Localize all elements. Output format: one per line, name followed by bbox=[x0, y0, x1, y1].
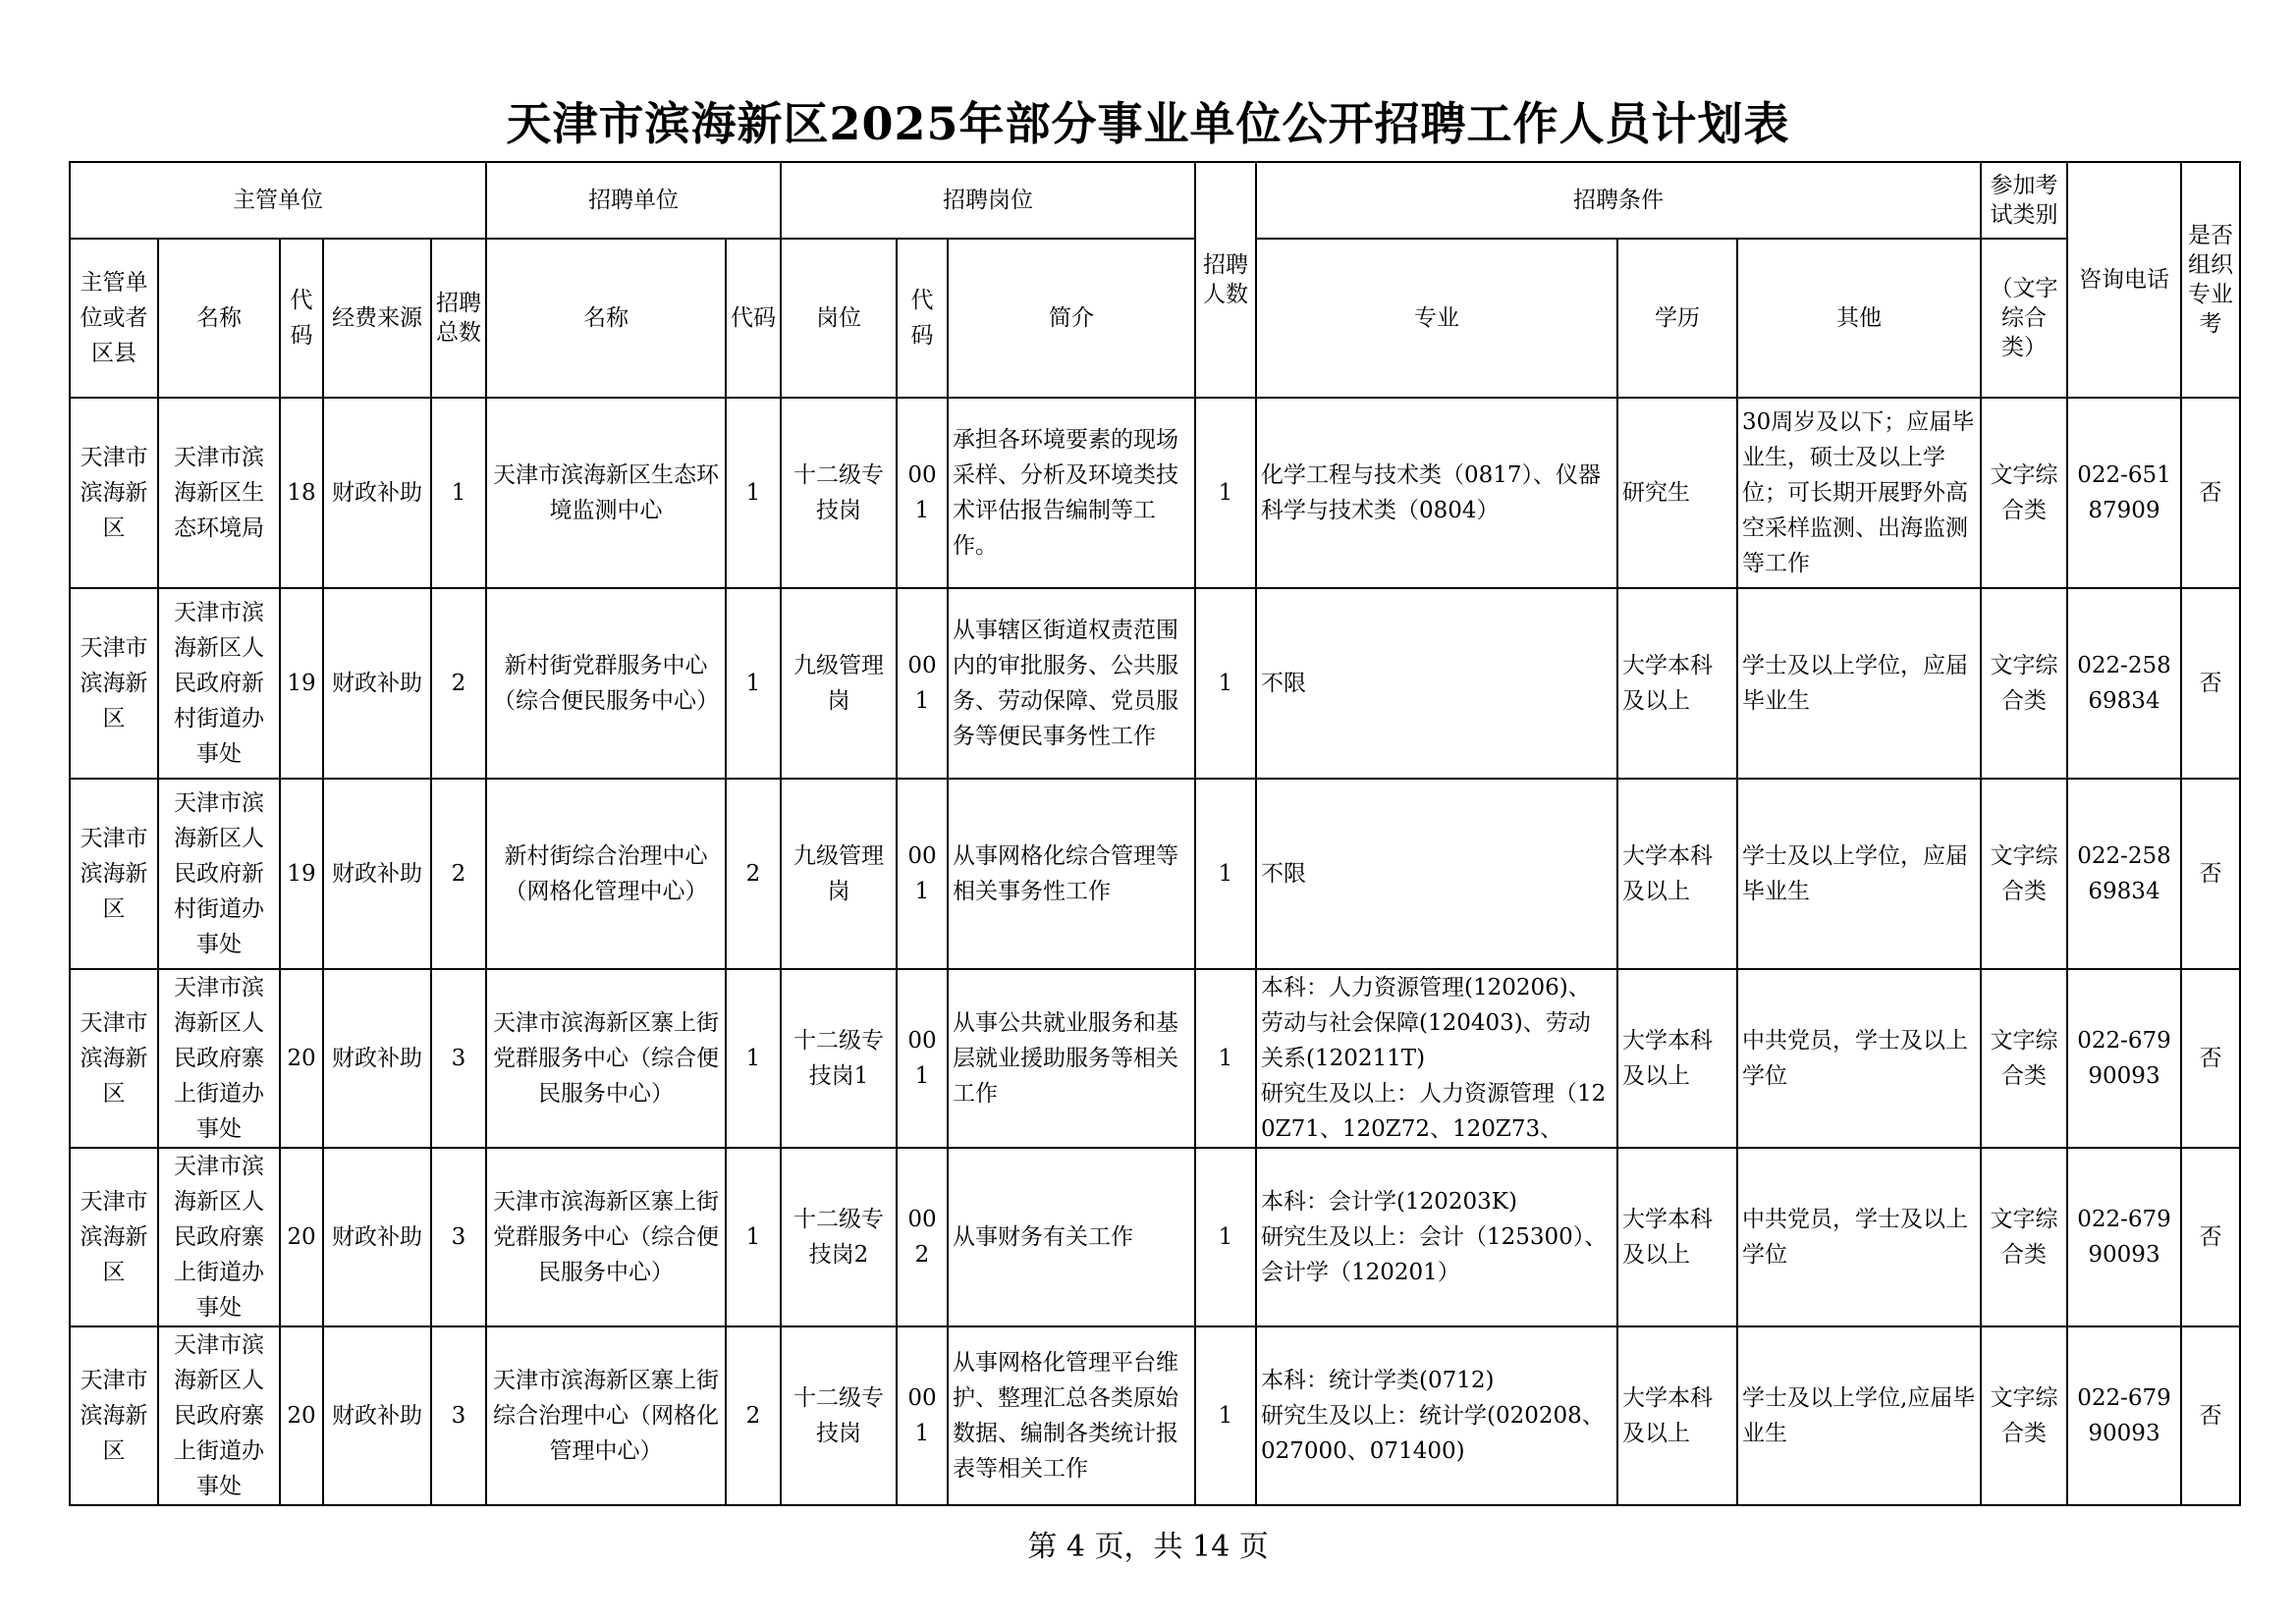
cell-supervisor-code-text: 19 bbox=[287, 671, 316, 696]
cell-total-text: 3 bbox=[451, 1403, 466, 1429]
cell-funding-text: 财政补助 bbox=[332, 480, 422, 506]
cell-funding bbox=[323, 779, 431, 969]
cell-unit-name bbox=[486, 1148, 726, 1326]
cell-education-text: 研究生 bbox=[1622, 480, 1690, 506]
cell-count-text: 1 bbox=[1218, 671, 1233, 696]
cell-unit-name-text: 新村街综合治理中心（网格化管理中心） bbox=[504, 843, 708, 904]
cell-unit-name-text: 天津市滨海新区寨上街党群服务中心（综合便民服务中心） bbox=[493, 1189, 719, 1285]
cell-total bbox=[431, 588, 486, 779]
cell-unit-code-text: 1 bbox=[745, 671, 761, 696]
cell-exam-text: 文字综合类 bbox=[1990, 1028, 2058, 1089]
header-conditions-group: 招聘条件 bbox=[1256, 162, 1981, 239]
cell-count-text: 1 bbox=[1218, 861, 1233, 887]
cell-exam bbox=[1981, 1326, 2067, 1505]
cell-funding-text: 财政补助 bbox=[332, 861, 422, 887]
cell-total-text: 1 bbox=[451, 480, 466, 506]
cell-other bbox=[1737, 588, 1981, 779]
cell-exam-text: 文字综合类 bbox=[1990, 1385, 2058, 1446]
header-funding-source: 经费来源 bbox=[323, 239, 431, 398]
cell-supervisor-code-text: 20 bbox=[287, 1403, 316, 1429]
cell-unit-code bbox=[726, 398, 781, 588]
cell-position-code bbox=[897, 1326, 948, 1505]
cell-funding bbox=[323, 1148, 431, 1326]
cell-other-text: 学士及以上学位，应届毕业生 bbox=[1742, 843, 1968, 904]
cell-education-text: 大学本科及以上 bbox=[1622, 843, 1713, 904]
header-supervisor-name: 名称 bbox=[158, 239, 280, 398]
cell-phone-text: 022-65187909 bbox=[2077, 462, 2171, 523]
cell-funding bbox=[323, 588, 431, 779]
cell-total-text: 3 bbox=[451, 1046, 466, 1071]
cell-other-text: 中共党员，学士及以上学位 bbox=[1742, 1028, 1968, 1089]
header-exam-category-sub: （文字综合类） bbox=[1981, 239, 2067, 398]
cell-test bbox=[2181, 779, 2240, 969]
cell-description-text: 承担各环境要素的现场采样、分析及环境类技术评估报告编制等工作。 bbox=[953, 427, 1178, 559]
cell-exam-text: 文字综合类 bbox=[1990, 1207, 2058, 1268]
cell-count-text: 1 bbox=[1218, 1046, 1233, 1071]
cell-unit-code-text: 1 bbox=[745, 1046, 761, 1071]
cell-other bbox=[1737, 1326, 1981, 1505]
cell-education-text: 大学本科及以上 bbox=[1622, 1028, 1713, 1089]
cell-supervisor-name bbox=[158, 398, 280, 588]
cell-unit-name-text: 天津市滨海新区生态环境监测中心 bbox=[493, 462, 719, 523]
cell-unit-name bbox=[486, 1326, 726, 1505]
header-recruiting-unit-group: 招聘单位 bbox=[486, 162, 781, 239]
cell-supervisor-name-text: 天津市滨海新区人民政府新村街道办事处 bbox=[174, 600, 264, 767]
cell-supervisor-code bbox=[280, 1326, 323, 1505]
cell-major bbox=[1256, 398, 1617, 588]
cell-funding bbox=[323, 969, 431, 1148]
cell-supervisor-name bbox=[158, 969, 280, 1148]
cell-education bbox=[1617, 398, 1737, 588]
cell-unit-name bbox=[486, 398, 726, 588]
cell-district-text: 天津市滨海新区 bbox=[80, 635, 148, 731]
cell-position-text: 十二级专技岗 bbox=[793, 1385, 884, 1446]
table-row bbox=[70, 1148, 2240, 1326]
cell-position bbox=[781, 969, 897, 1148]
cell-education bbox=[1617, 1326, 1737, 1505]
cell-position-code bbox=[897, 969, 948, 1148]
cell-position-code-text: 002 bbox=[907, 1207, 937, 1268]
cell-total bbox=[431, 398, 486, 588]
header-unit-name: 名称 bbox=[486, 239, 726, 398]
header-exam-category: 参加考试类别 bbox=[1981, 162, 2067, 239]
cell-district-text: 天津市滨海新区 bbox=[80, 445, 148, 541]
cell-supervisor-name-text: 天津市滨海新区人民政府寨上街道办事处 bbox=[174, 975, 264, 1142]
cell-other bbox=[1737, 969, 1981, 1148]
cell-test bbox=[2181, 1326, 2240, 1505]
page-footer: 第 4 页，共 14 页 bbox=[1027, 1530, 1269, 1564]
cell-position-code bbox=[897, 1148, 948, 1326]
page-title: 天津市滨海新区2025年部分事业单位公开招聘工作人员计划表 bbox=[506, 97, 1790, 150]
cell-description bbox=[948, 1326, 1195, 1505]
cell-supervisor-code-text: 18 bbox=[287, 480, 316, 506]
cell-unit-name-text: 天津市滨海新区寨上街党群服务中心（综合便民服务中心） bbox=[493, 1010, 719, 1107]
cell-position-text: 九级管理岗 bbox=[793, 843, 884, 904]
cell-funding bbox=[323, 1326, 431, 1505]
cell-supervisor-name bbox=[158, 1326, 280, 1505]
cell-unit-name-text: 天津市滨海新区寨上街综合治理中心（网格化管理中心） bbox=[493, 1368, 719, 1464]
cell-other bbox=[1737, 1148, 1981, 1326]
cell-supervisor-code-text: 20 bbox=[287, 1224, 316, 1250]
cell-supervisor-name bbox=[158, 779, 280, 969]
cell-supervisor-code bbox=[280, 588, 323, 779]
cell-count bbox=[1195, 779, 1256, 969]
table-row bbox=[70, 1326, 2240, 1505]
cell-district bbox=[70, 588, 158, 779]
cell-unit-code bbox=[726, 779, 781, 969]
cell-unit-code-text: 1 bbox=[745, 480, 761, 506]
cell-exam bbox=[1981, 969, 2067, 1148]
cell-unit-name bbox=[486, 779, 726, 969]
cell-district-text: 天津市滨海新区 bbox=[80, 1010, 148, 1107]
cell-count bbox=[1195, 1326, 1256, 1505]
cell-test bbox=[2181, 588, 2240, 779]
header-position-code: 代码 bbox=[897, 239, 948, 398]
cell-supervisor-name bbox=[158, 588, 280, 779]
cell-supervisor-code-text: 19 bbox=[287, 861, 316, 887]
cell-total bbox=[431, 969, 486, 1148]
cell-count bbox=[1195, 969, 1256, 1148]
cell-position-code-text: 001 bbox=[907, 1028, 937, 1089]
cell-position bbox=[781, 398, 897, 588]
recruitment-plan-table bbox=[69, 161, 2241, 1506]
header-position: 岗位 bbox=[781, 239, 897, 398]
cell-position-text: 九级管理岗 bbox=[793, 653, 884, 714]
cell-position-text: 十二级专技岗2 bbox=[793, 1207, 884, 1268]
cell-description bbox=[948, 398, 1195, 588]
header-total-recruit: 招聘总数 bbox=[431, 239, 486, 398]
cell-supervisor-code bbox=[280, 1148, 323, 1326]
cell-unit-name bbox=[486, 588, 726, 779]
cell-total bbox=[431, 1148, 486, 1326]
cell-description bbox=[948, 588, 1195, 779]
cell-funding bbox=[323, 398, 431, 588]
cell-district-text: 天津市滨海新区 bbox=[80, 1368, 148, 1464]
cell-position-text: 十二级专技岗 bbox=[793, 462, 884, 523]
header-description: 简介 bbox=[948, 239, 1195, 398]
cell-description-text: 从事网格化综合管理等相关事务性工作 bbox=[953, 843, 1178, 904]
cell-description bbox=[948, 779, 1195, 969]
table-row bbox=[70, 969, 2240, 1148]
header-other: 其他 bbox=[1737, 239, 1981, 398]
cell-supervisor-name bbox=[158, 1148, 280, 1326]
cell-other-text: 中共党员，学士及以上学位 bbox=[1742, 1207, 1968, 1268]
cell-total bbox=[431, 1326, 486, 1505]
cell-district-text: 天津市滨海新区 bbox=[80, 826, 148, 922]
cell-unit-code bbox=[726, 969, 781, 1148]
cell-test-text: 否 bbox=[2199, 671, 2222, 696]
cell-count bbox=[1195, 398, 1256, 588]
cell-other-text: 学士及以上学位，应届毕业生 bbox=[1742, 653, 1968, 714]
cell-unit-code-text: 1 bbox=[745, 1224, 761, 1250]
cell-phone bbox=[2067, 398, 2181, 588]
cell-major-text: 本科：统计学类(0712) 研究生及以上：统计学(020208、027000、071400) bbox=[1261, 1368, 1605, 1464]
cell-position bbox=[781, 588, 897, 779]
cell-supervisor-name-text: 天津市滨海新区人民政府寨上街道办事处 bbox=[174, 1154, 264, 1321]
cell-total-text: 2 bbox=[451, 671, 466, 696]
cell-other-text: 学士及以上学位,应届毕业生 bbox=[1742, 1385, 1976, 1446]
cell-test-text: 否 bbox=[2199, 1403, 2222, 1429]
cell-position-code-text: 001 bbox=[907, 1385, 937, 1446]
cell-major bbox=[1256, 588, 1617, 779]
cell-position bbox=[781, 1326, 897, 1505]
cell-description-text: 从事网格化管理平台维护、整理汇总各类原始数据、编制各类统计报表等相关工作 bbox=[953, 1350, 1178, 1482]
cell-position-code-text: 001 bbox=[907, 843, 937, 904]
cell-position-text: 十二级专技岗1 bbox=[793, 1028, 884, 1089]
cell-exam bbox=[1981, 398, 2067, 588]
cell-unit-code-text: 2 bbox=[745, 1403, 761, 1429]
cell-district bbox=[70, 1148, 158, 1326]
header-recruit-count: 招聘人数 bbox=[1195, 162, 1256, 398]
header-professional-test: 是否组织专业考 bbox=[2181, 162, 2240, 398]
cell-education-text: 大学本科及以上 bbox=[1622, 653, 1713, 714]
cell-test-text: 否 bbox=[2199, 1046, 2222, 1071]
cell-supervisor-name-text: 天津市滨海新区人民政府寨上街道办事处 bbox=[174, 1332, 264, 1499]
cell-position-code bbox=[897, 588, 948, 779]
cell-education bbox=[1617, 1148, 1737, 1326]
cell-major-text: 化学工程与技术类（0817）、仪器科学与技术类（0804） bbox=[1261, 462, 1602, 523]
cell-test-text: 否 bbox=[2199, 480, 2222, 506]
header-major: 专业 bbox=[1256, 239, 1617, 398]
cell-description-text: 从事辖区街道权责范围内的审批服务、公共服务、劳动保障、党员服务等便民事务性工作 bbox=[953, 618, 1178, 749]
cell-position-code-text: 001 bbox=[907, 462, 937, 523]
cell-supervisor-code bbox=[280, 398, 323, 588]
cell-supervisor-code bbox=[280, 969, 323, 1148]
cell-exam bbox=[1981, 1148, 2067, 1326]
cell-major bbox=[1256, 1148, 1617, 1326]
cell-phone-text: 022-25869834 bbox=[2077, 843, 2171, 904]
cell-district-text: 天津市滨海新区 bbox=[80, 1189, 148, 1285]
cell-phone bbox=[2067, 1326, 2181, 1505]
cell-description bbox=[948, 1148, 1195, 1326]
cell-unit-code bbox=[726, 1148, 781, 1326]
cell-exam bbox=[1981, 779, 2067, 969]
table-row bbox=[70, 588, 2240, 779]
cell-count-text: 1 bbox=[1218, 1224, 1233, 1250]
cell-exam bbox=[1981, 588, 2067, 779]
cell-funding-text: 财政补助 bbox=[332, 1046, 422, 1071]
header-position-group: 招聘岗位 bbox=[781, 162, 1195, 239]
cell-funding-text: 财政补助 bbox=[332, 1403, 422, 1429]
cell-phone-text: 022-67990093 bbox=[2077, 1207, 2171, 1268]
cell-unit-code-text: 2 bbox=[745, 861, 761, 887]
cell-total-text: 2 bbox=[451, 861, 466, 887]
cell-description-text: 从事财务有关工作 bbox=[953, 1224, 1133, 1250]
cell-education bbox=[1617, 969, 1737, 1148]
cell-major bbox=[1256, 779, 1617, 969]
cell-description-text: 从事公共就业服务和基层就业援助服务等相关工作 bbox=[953, 1010, 1178, 1107]
cell-position bbox=[781, 779, 897, 969]
cell-exam-text: 文字综合类 bbox=[1990, 462, 2058, 523]
header-phone: 咨询电话 bbox=[2067, 162, 2181, 398]
cell-funding-text: 财政补助 bbox=[332, 1224, 422, 1250]
cell-supervisor-name-text: 天津市滨海新区人民政府新村街道办事处 bbox=[174, 790, 264, 957]
cell-district bbox=[70, 779, 158, 969]
cell-major-text: 不限 bbox=[1261, 861, 1306, 887]
cell-count bbox=[1195, 1148, 1256, 1326]
header-row-columns bbox=[70, 239, 2240, 398]
cell-phone-text: 022-25869834 bbox=[2077, 653, 2171, 714]
header-supervisor-code: 代码 bbox=[280, 239, 323, 398]
cell-total bbox=[431, 779, 486, 969]
cell-district bbox=[70, 1326, 158, 1505]
cell-major bbox=[1256, 1326, 1617, 1505]
cell-phone-text: 022-67990093 bbox=[2077, 1385, 2171, 1446]
header-supervisor-district: 主管单位或者区县 bbox=[70, 239, 158, 398]
cell-phone bbox=[2067, 779, 2181, 969]
cell-position bbox=[781, 1148, 897, 1326]
cell-unit-code bbox=[726, 588, 781, 779]
cell-test-text: 否 bbox=[2199, 1224, 2222, 1250]
cell-other-text: 30周岁及以下；应届毕业生，硕士及以上学位；可长期开展野外高空采样监测、出海监测等工作 bbox=[1742, 409, 1975, 576]
cell-education-text: 大学本科及以上 bbox=[1622, 1385, 1713, 1446]
cell-test-text: 否 bbox=[2199, 861, 2222, 887]
cell-unit-code bbox=[726, 1326, 781, 1505]
header-supervisor-group: 主管单位 bbox=[70, 162, 486, 239]
cell-exam-text: 文字综合类 bbox=[1990, 843, 2058, 904]
cell-count-text: 1 bbox=[1218, 1403, 1233, 1429]
cell-district bbox=[70, 969, 158, 1148]
cell-education bbox=[1617, 779, 1737, 969]
cell-supervisor-name-text: 天津市滨海新区生态环境局 bbox=[174, 445, 264, 541]
cell-phone bbox=[2067, 969, 2181, 1148]
cell-position-code bbox=[897, 779, 948, 969]
cell-test bbox=[2181, 969, 2240, 1148]
cell-district bbox=[70, 398, 158, 588]
cell-supervisor-code bbox=[280, 779, 323, 969]
cell-major bbox=[1256, 969, 1617, 1148]
cell-position-code-text: 001 bbox=[907, 653, 937, 714]
cell-supervisor-code-text: 20 bbox=[287, 1046, 316, 1071]
cell-major-text: 本科：人力资源管理(120206)、劳动与社会保障(120403)、劳动关系(120211T) 研究生及以上：人力资源管理（120Z71、120Z72、120Z73、 bbox=[1261, 975, 1607, 1142]
table-row bbox=[70, 398, 2240, 588]
cell-phone bbox=[2067, 588, 2181, 779]
cell-test bbox=[2181, 1148, 2240, 1326]
cell-count bbox=[1195, 588, 1256, 779]
header-unit-code: 代码 bbox=[726, 239, 781, 398]
cell-unit-name-text: 新村街党群服务中心（综合便民服务中心） bbox=[493, 653, 719, 714]
cell-unit-name bbox=[486, 969, 726, 1148]
table-row bbox=[70, 779, 2240, 969]
cell-exam-text: 文字综合类 bbox=[1990, 653, 2058, 714]
cell-funding-text: 财政补助 bbox=[332, 671, 422, 696]
cell-description bbox=[948, 969, 1195, 1148]
cell-position-code bbox=[897, 398, 948, 588]
cell-test bbox=[2181, 398, 2240, 588]
cell-education bbox=[1617, 588, 1737, 779]
cell-total-text: 3 bbox=[451, 1224, 466, 1250]
cell-count-text: 1 bbox=[1218, 480, 1233, 506]
header-row-group bbox=[70, 162, 2240, 239]
header-education: 学历 bbox=[1617, 239, 1737, 398]
cell-phone bbox=[2067, 1148, 2181, 1326]
cell-phone-text: 022-67990093 bbox=[2077, 1028, 2171, 1089]
cell-education-text: 大学本科及以上 bbox=[1622, 1207, 1713, 1268]
cell-major-text: 不限 bbox=[1261, 671, 1306, 696]
cell-other bbox=[1737, 398, 1981, 588]
cell-other bbox=[1737, 779, 1981, 969]
cell-major-text: 本科：会计学(120203K) 研究生及以上：会计（125300）、会计学（120201） bbox=[1261, 1189, 1608, 1285]
